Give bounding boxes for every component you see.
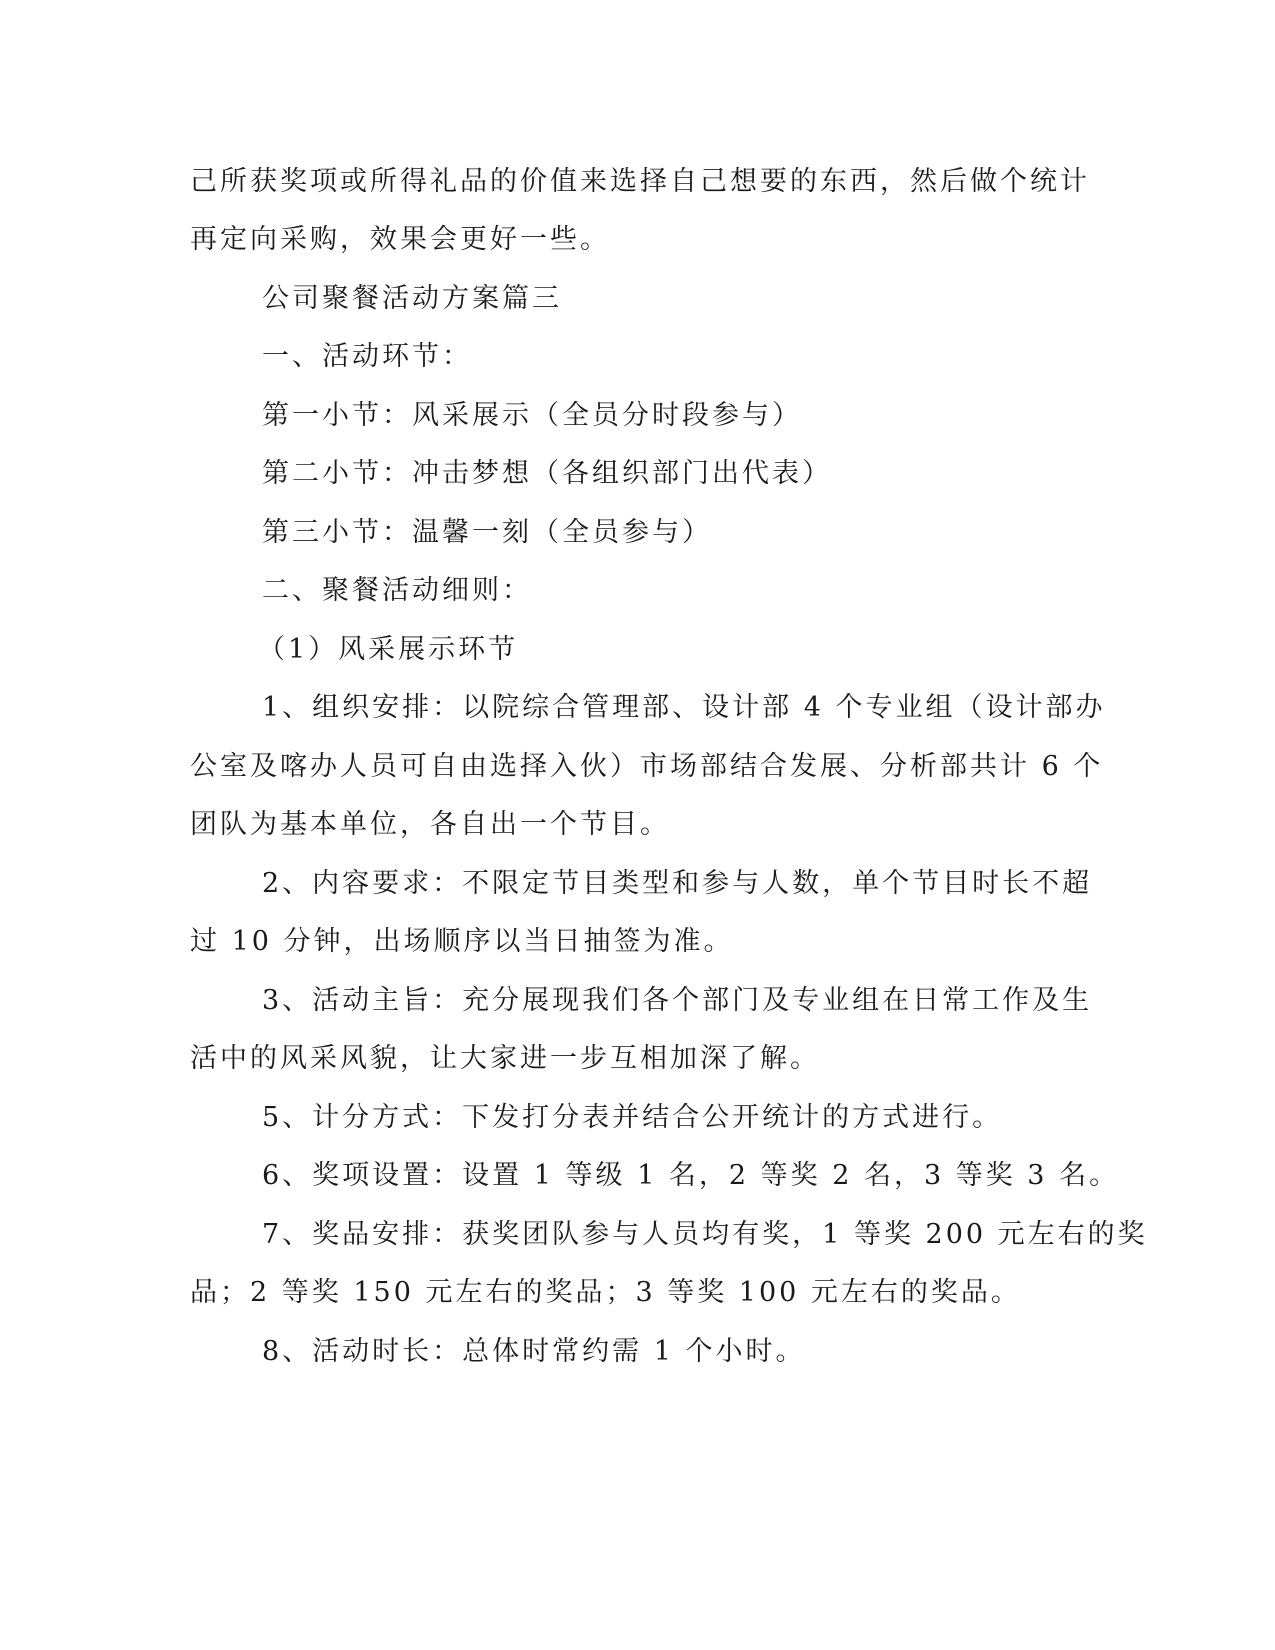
list-item: 第一小节：风采展示（全员分时段参与） (262, 400, 802, 431)
section-title: 公司聚餐活动方案篇三 (262, 283, 562, 314)
paragraph-line: 过 10 分钟，出场顺序以当日抽签为准。 (190, 926, 734, 957)
paragraph-line: 活中的风采风貌，让大家进一步互相加深了解。 (190, 1043, 820, 1074)
paragraph-line: 2、内容要求：不限定节目类型和参与人数，单个节目时长不超 (262, 868, 1093, 899)
paragraph-line: 品；2 等奖 150 元左右的奖品；3 等奖 100 元左右的奖品。 (190, 1277, 1021, 1308)
paragraph-line: 5、计分方式：下发打分表并结合公开统计的方式进行。 (262, 1102, 1003, 1133)
paragraph-line: 团队为基本单位，各自出一个节目。 (190, 809, 670, 840)
paragraph-line: 7、奖品安排：获奖团队参与人员均有奖，1 等奖 200 元左右的奖 (262, 1219, 1148, 1250)
paragraph-line: 再定向采购，效果会更好一些。 (190, 224, 610, 255)
paragraph-line: 1、组织安排：以院综合管理部、设计部 4 个专业组（设计部办 (262, 692, 1106, 723)
paragraph-line: 3、活动主旨：充分展现我们各个部门及专业组在日常工作及生 (262, 985, 1093, 1016)
heading-rules: 二、聚餐活动细则： (262, 575, 532, 606)
paragraph-line: 8、活动时长：总体时常约需 1 个小时。 (262, 1336, 806, 1367)
paragraph-line: 己所获奖项或所得礼品的价值来选择自己想要的东西，然后做个统计 (190, 166, 1090, 197)
paragraph-line: 公室及喀办人员可自由选择入伙）市场部结合发展、分析部共计 6 个 (190, 751, 1104, 782)
paragraph-line: 6、奖项设置：设置 1 等级 1 名，2 等奖 2 名，3 等奖 3 名。 (262, 1160, 1120, 1191)
list-item: 第三小节：温馨一刻（全员参与） (262, 517, 712, 548)
subheading: （1）风采展示环节 (258, 634, 519, 665)
list-item: 第二小节：冲击梦想（各组织部门出代表） (262, 458, 832, 489)
heading-activity-segments: 一、活动环节： (262, 341, 472, 372)
